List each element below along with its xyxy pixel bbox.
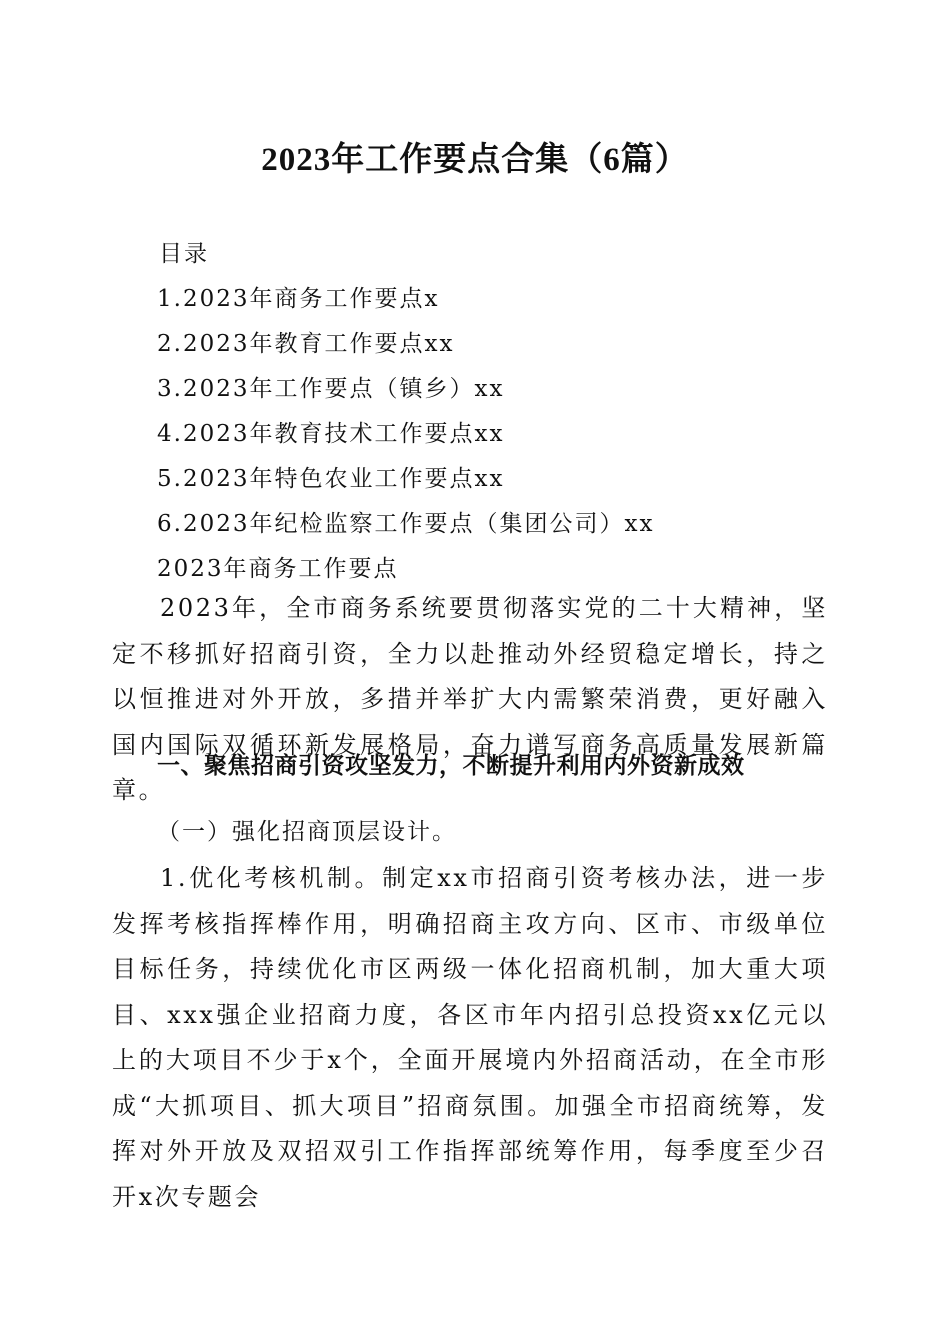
toc-item-5: 5.2023年特色农业工作要点xx xyxy=(157,466,505,492)
document-title: 2023年工作要点合集（6篇） xyxy=(261,142,689,178)
section-heading-1: 一、聚焦招商引资攻坚发力，不断提升利用内外资新成效 xyxy=(157,753,745,779)
toc-item-1: 1.2023年商务工作要点x xyxy=(157,286,440,312)
toc-heading: 目录 xyxy=(159,241,209,267)
paragraph-1: 1.优化考核机制。制定xx市招商引资考核办法，进一步发挥考核指挥棒作用，明确招商主攻方向、区市、市级单位目标任务，持续优化市区两级一体化招商机制，加大重大项目、xxx强企业招商力度，各区市年内招引总投资xx亿元以上的大项目不少于x个，全面开展境内外招商活动，在全市形成“大抓项目、抓大项目”招商氛围。加强全市招商统筹，发挥对外开放及双招双引工作指挥部统筹作用，每季度至少召开x次专题会 xyxy=(112,864,828,1211)
subsection-heading-1: （一）强化招商顶层设计。 xyxy=(157,819,457,845)
toc-item-6: 6.2023年纪检监察工作要点（集团公司）xx xyxy=(157,511,655,537)
section-title: 2023年商务工作要点 xyxy=(157,556,399,582)
toc-item-3: 3.2023年工作要点（镇乡）xx xyxy=(157,376,505,402)
toc-item-2: 2.2023年教育工作要点xx xyxy=(157,331,455,357)
table-of-contents xyxy=(157,232,857,592)
paragraph-1-block xyxy=(112,856,828,1220)
toc-item-4: 4.2023年教育技术工作要点xx xyxy=(157,421,505,447)
intro-paragraph: 2023年，全市商务系统要贯彻落实党的二十大精神，坚定不移抓好招商引资，全力以赴推动外经贸稳定增长，持之以恒推进对外开放，多措并举扩大内需繁荣消费，更好融入国内国际双循环新发展格局，奋力谱写商务高质量发展新篇章。 xyxy=(112,594,828,804)
